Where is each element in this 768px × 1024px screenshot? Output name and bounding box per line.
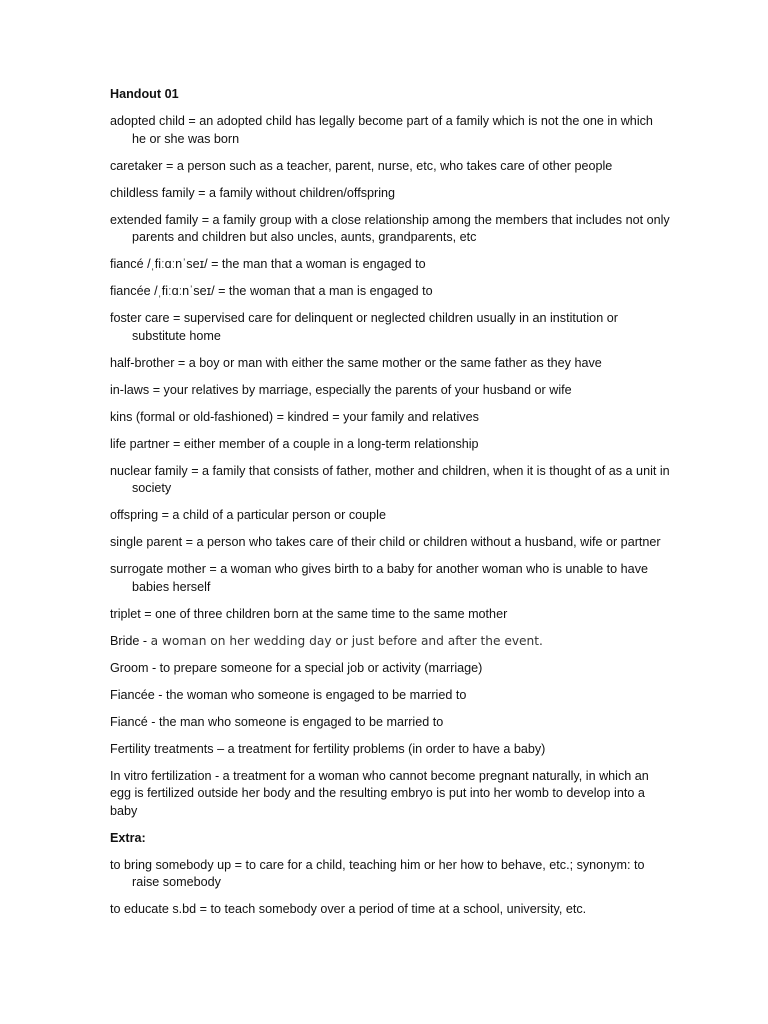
entry-offspring: offspring = a child of a particular person or couple [110, 508, 386, 522]
bride-definition: a woman on her wedding day or just before and after the event. [150, 633, 543, 648]
bride-term: Bride - [110, 633, 151, 648]
entry-caretaker: caretaker = a person such as a teacher, parent, nurse, etc, who takes care of other people [110, 158, 613, 173]
entry-fiancee-2: Fiancée - the woman who someone is engaged to be married to [110, 687, 467, 702]
entry-foster-care: foster care = supervised care for delinquent or neglected children usually in an institution or substitute home [110, 311, 618, 343]
entry-triplet: triplet = one of three children born at the same time to the same mother [110, 606, 508, 621]
extra-heading: Extra: [110, 830, 146, 845]
entry-bring-up: to bring somebody up = to care for a child, teaching him or her how to behave, etc.; synonym: to raise somebody [110, 857, 645, 889]
entry-fiance: fiancé /ˌfiːɑːnˈseɪ/ = the man that a woman is engaged to [110, 257, 426, 271]
entry-in-vitro-fertilization: In vitro fertilization - a treatment for a woman who cannot become pregnant naturally, in which an egg is fertilized outside her body and the resulting embryo is put into her womb to develop into a baby [110, 768, 649, 818]
entry-surrogate-mother: surrogate mother = a woman who gives birth to a baby for another woman who is unable to have babies herself [110, 562, 648, 594]
document-page [110, 86, 670, 928]
entry-single-parent: single parent = a person who takes care of their child or children without a husband, wife or partner [110, 535, 661, 549]
entry-in-laws: in-laws = your relatives by marriage, especially the parents of your husband or wife [110, 382, 572, 397]
entry-nuclear-family: nuclear family = a family that consists of father, mother and children, when it is thought of as a unit in society [110, 463, 670, 495]
entry-bride [110, 633, 670, 651]
entry-half-brother: half-brother = a boy or man with either the same mother or the same father as they have [110, 355, 602, 370]
entry-adopted-child: adopted child = an adopted child has legally become part of a family which is not the one in which he or she was born [110, 114, 653, 146]
entry-fertility-treatments: Fertility treatments – a treatment for fertility problems (in order to have a baby) [110, 741, 546, 756]
entry-fiance-2: Fiancé - the man who someone is engaged to be married to [110, 714, 444, 729]
entry-extended-family: extended family = a family group with a close relationship among the members that includes not only parents and children but also uncles, aunts, grandparents, etc [110, 212, 670, 244]
entry-fiancee: fiancée /ˌfiːɑːnˈseɪ/ = the woman that a man is engaged to [110, 284, 433, 298]
entry-groom: Groom - to prepare someone for a special job or activity (marriage) [110, 660, 483, 675]
handout-title: Handout 01 [110, 87, 179, 101]
entry-life-partner: life partner = either member of a couple in a long-term relationship [110, 436, 479, 451]
entry-kins: kins (formal or old-fashioned) = kindred = your family and relatives [110, 409, 479, 424]
entry-educate: to educate s.bd = to teach somebody over a period of time at a school, university, etc. [110, 902, 587, 916]
entry-childless-family: childless family = a family without children/offspring [110, 185, 396, 200]
